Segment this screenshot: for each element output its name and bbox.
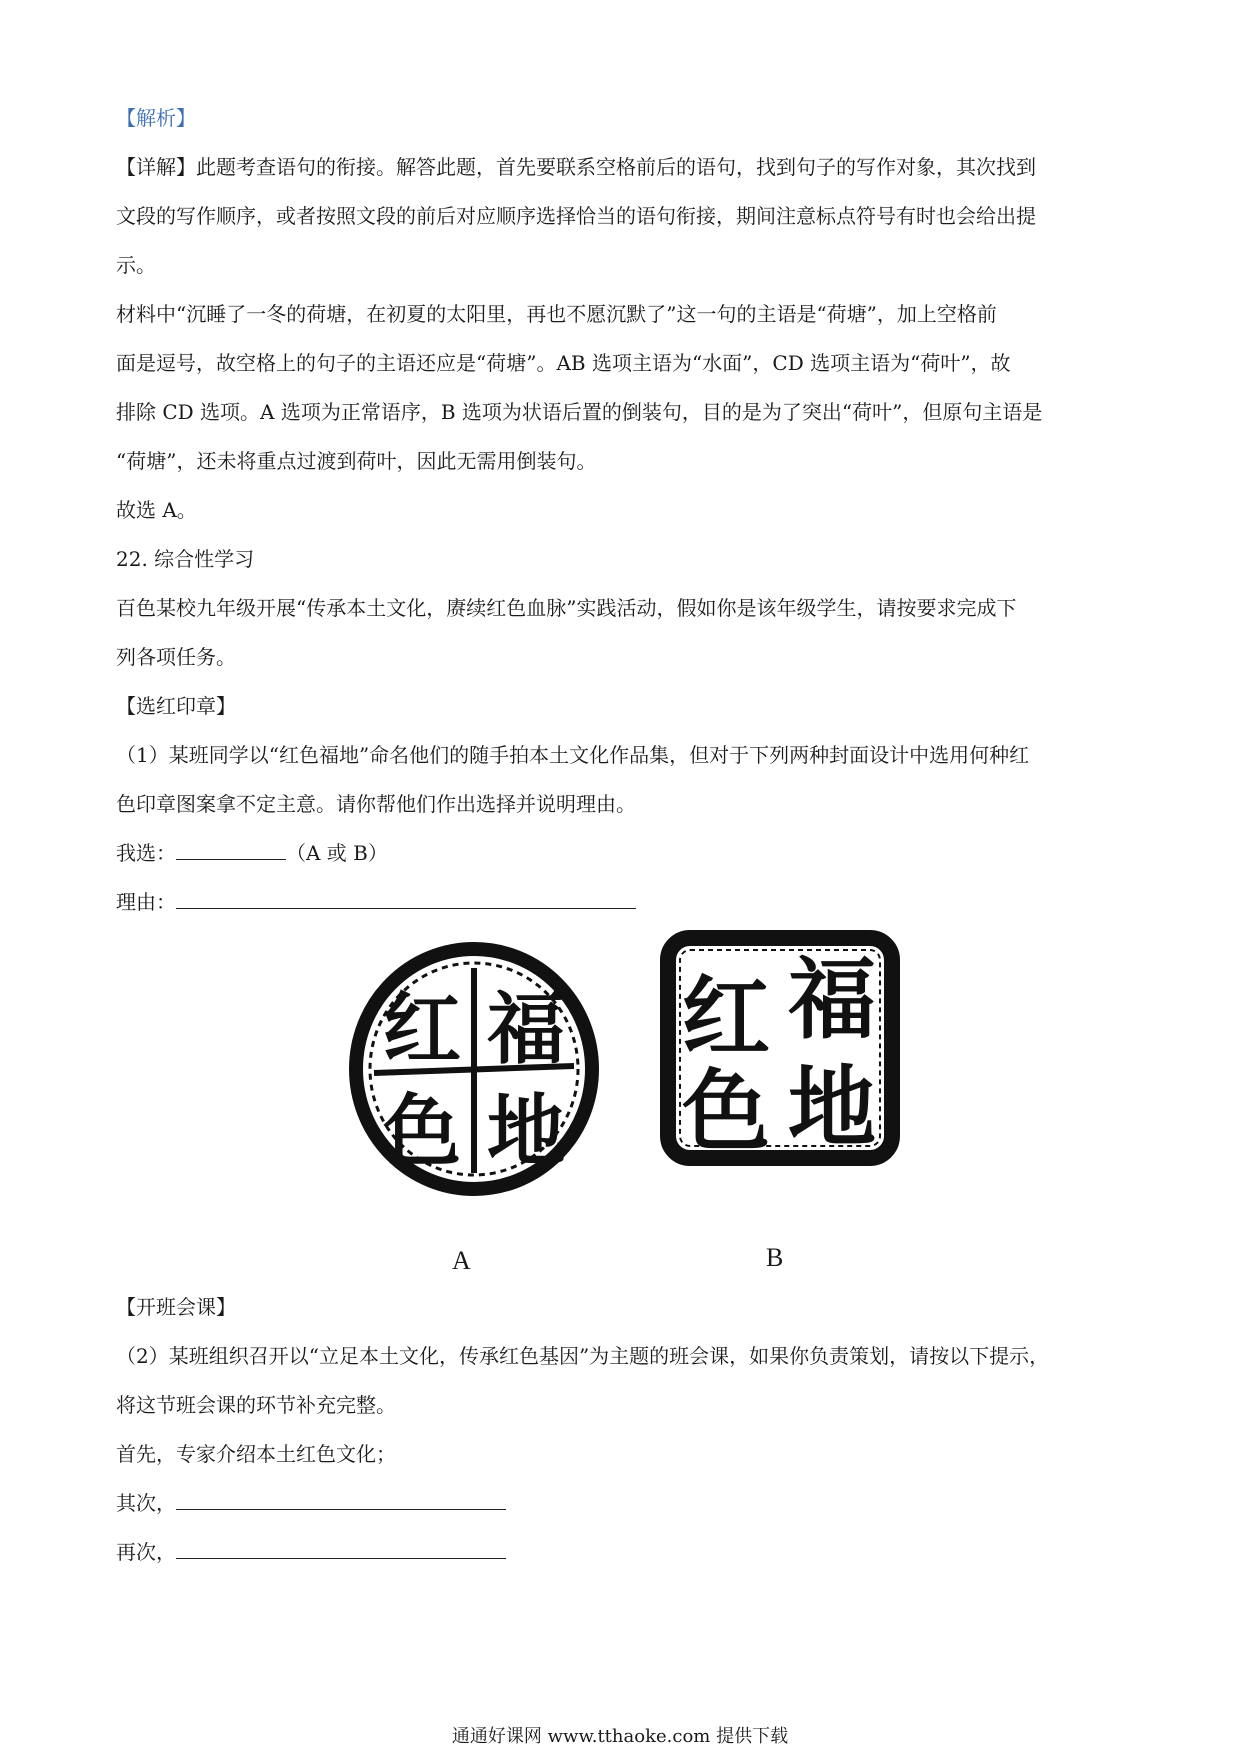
seal-b-char-2: 福 bbox=[787, 947, 877, 1051]
task1-line-1: （1）某班同学以“红色福地”命名他们的随手拍本土文化作品集，但对于下列两种封面设计中选用何种红 bbox=[116, 743, 1030, 767]
task2-second-row bbox=[116, 1489, 506, 1517]
task2-line-2: 将这节班会课的环节补充完整。 bbox=[116, 1393, 396, 1417]
detail-line-4: 材料中“沉睡了一冬的荷塘，在初夏的太阳里，再也不愿沉默了”这一句的主语是“荷塘”，加上空格前 bbox=[116, 302, 997, 326]
choice-hint: （A 或 B） bbox=[286, 841, 388, 865]
seal-b-char-4: 地 bbox=[787, 1055, 877, 1159]
third-blank[interactable] bbox=[176, 1538, 506, 1559]
seal-a-char-1: 红 bbox=[382, 984, 462, 1075]
reason-blank[interactable] bbox=[176, 888, 636, 909]
seal-a-char-3: 色 bbox=[382, 1086, 462, 1177]
detail-line-6: 排除 CD 选项。A 选项为正常语序，B 选项为状语后置的倒装句，目的是为了突出“荷叶”，但原句主语是 bbox=[116, 400, 1043, 424]
task2-first: 首先，专家介绍本土红色文化； bbox=[116, 1442, 396, 1466]
page-footer: 通通好课网 www.tthaoke.com 提供下载 bbox=[451, 1726, 789, 1747]
seal-b-char-1: 红 bbox=[681, 965, 771, 1069]
task1-heading: 【选红印章】 bbox=[116, 694, 236, 718]
detail-line-3: 示。 bbox=[116, 253, 156, 277]
seal-a-char-4: 地 bbox=[486, 1086, 566, 1177]
answer-line: 故选 A。 bbox=[116, 498, 197, 522]
intro-line-1: 百色某校九年级开展“传承本土文化，赓续红色血脉”实践活动，假如你是该年级学生，请按要求完成下 bbox=[116, 596, 1017, 620]
task2-heading: 【开班会课】 bbox=[116, 1295, 236, 1319]
question-title: 22. 综合性学习 bbox=[116, 547, 255, 571]
second-blank[interactable] bbox=[176, 1489, 506, 1510]
task1-line-2: 色印章图案拿不定主意。请你帮他们作出选择并说明理由。 bbox=[116, 792, 636, 816]
task2-third-label: 再次， bbox=[116, 1540, 176, 1564]
intro-line-2: 列各项任务。 bbox=[116, 645, 236, 669]
analysis-heading: 【解析】 bbox=[116, 106, 196, 130]
reason-row bbox=[116, 888, 636, 916]
seal-a-label: A bbox=[452, 1246, 471, 1275]
detail-line-5: 面是逗号，故空格上的句子的主语还应是“荷塘”。AB 选项主语为“水面”，CD 选项主语为“荷叶”，故 bbox=[116, 351, 1011, 375]
seal-b-image bbox=[660, 930, 900, 1166]
detail-line-2: 文段的写作顺序，或者按照文段的前后对应顺序选择恰当的语句衔接，期间注意标点符号有时也会给出提 bbox=[116, 204, 1036, 228]
choice-row bbox=[116, 839, 388, 867]
seal-a-char-2: 福 bbox=[486, 984, 566, 1075]
task2-line-1: （2）某班组织召开以“立足本土文化，传承红色基因”为主题的班会课，如果你负责策划，请按以下提示， bbox=[116, 1344, 1050, 1368]
detail-line-1: 【详解】此题考查语句的衔接。解答此题，首先要联系空格前后的语句，找到句子的写作对象，其次找到 bbox=[116, 155, 1036, 179]
seal-b-char-3: 色 bbox=[681, 1059, 771, 1163]
seal-a-image bbox=[344, 938, 604, 1200]
task2-third-row bbox=[116, 1538, 506, 1566]
seal-b-label: B bbox=[766, 1243, 784, 1272]
task2-second-label: 其次， bbox=[116, 1491, 176, 1515]
choice-label: 我选： bbox=[116, 841, 176, 865]
reason-label: 理由： bbox=[116, 890, 176, 914]
choice-blank[interactable] bbox=[176, 839, 286, 860]
detail-line-7: “荷塘”，还未将重点过渡到荷叶，因此无需用倒装句。 bbox=[116, 449, 597, 473]
